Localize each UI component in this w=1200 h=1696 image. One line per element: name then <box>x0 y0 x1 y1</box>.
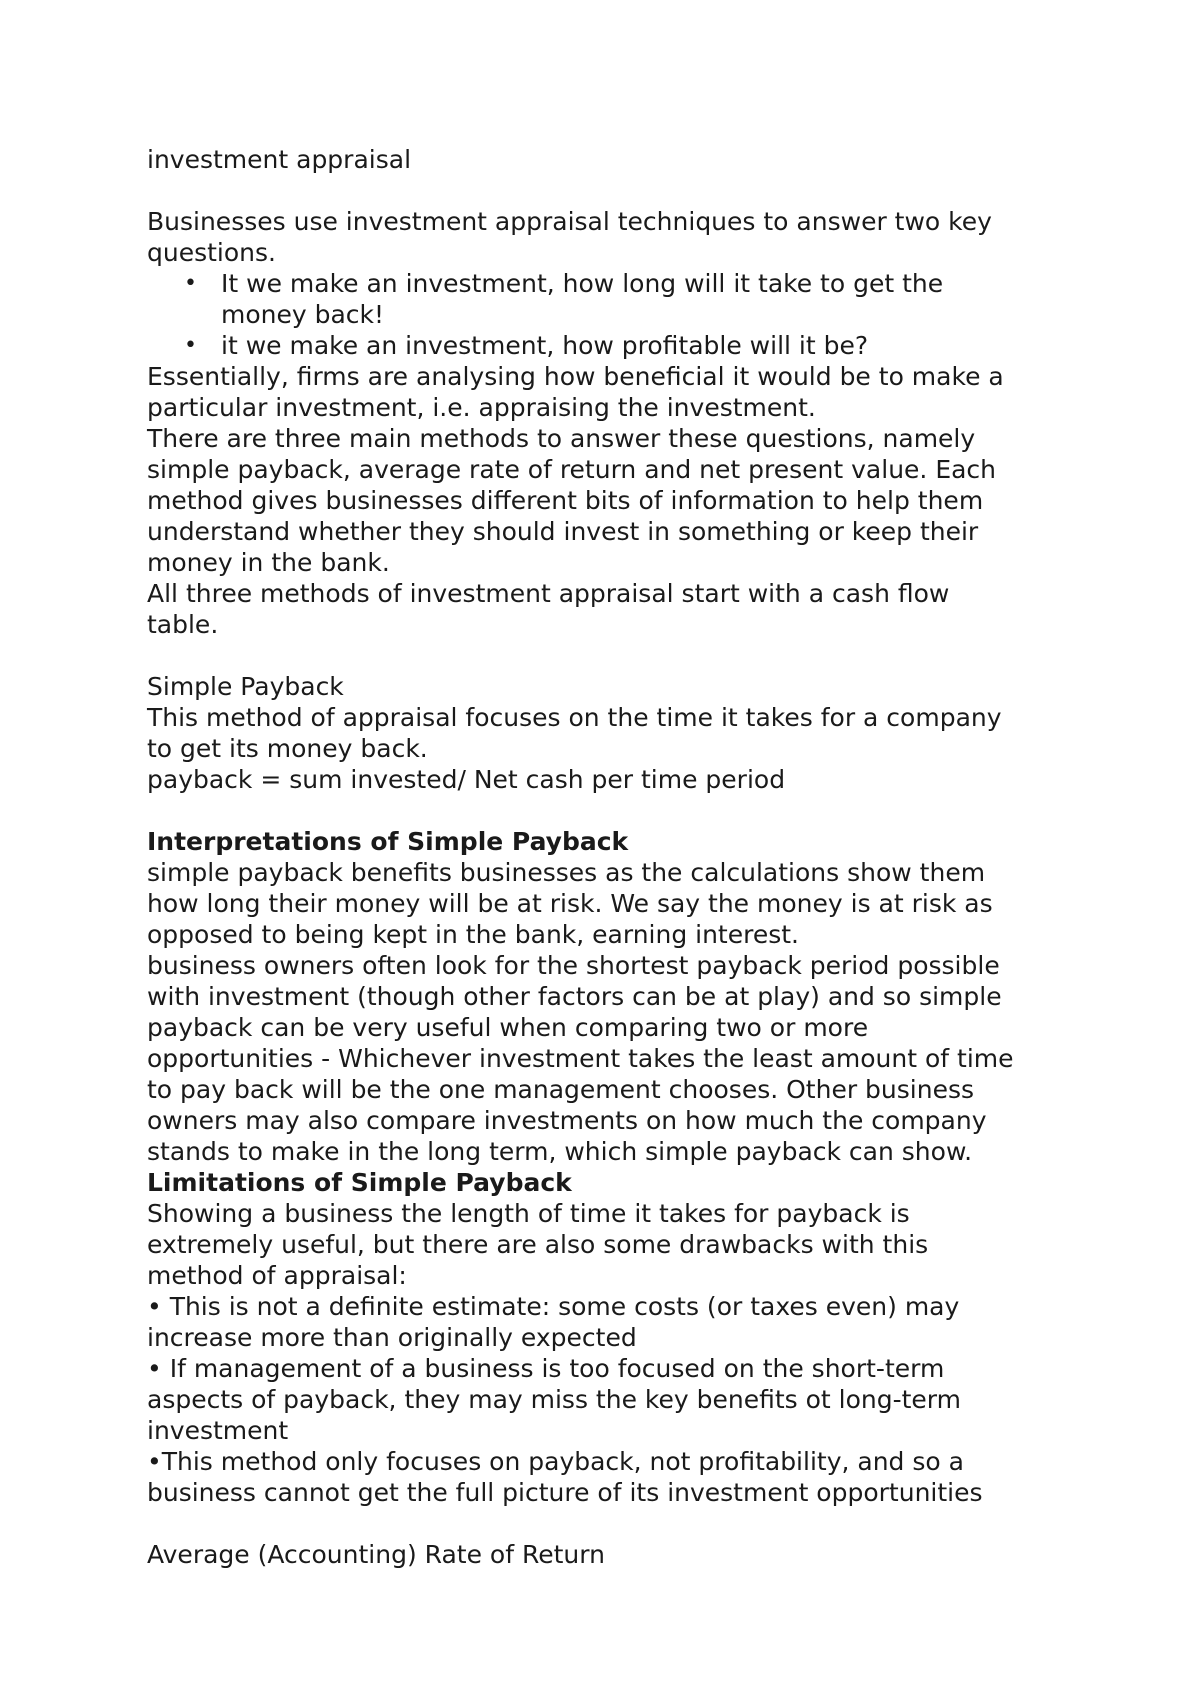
blank-line <box>147 640 1087 671</box>
list-item-text: It we make an investment, how long will it take to get the <box>221 269 944 298</box>
paragraph-line: There are three main methods to answer these questions, namely <box>147 424 976 453</box>
blank-line <box>147 795 1087 826</box>
arr-section <box>147 1539 1087 1570</box>
document-title: investment appraisal <box>147 145 412 174</box>
paragraph-line: how long their money will be at risk. We say the money is at risk as <box>147 889 993 918</box>
paragraph-line: aspects of payback, they may miss the key benefits ot long-term <box>147 1385 962 1414</box>
paragraph-line: to pay back will be the one management chooses. Other business <box>147 1075 975 1104</box>
paragraph-line: •This method only focuses on payback, not profitability, and so a <box>147 1447 964 1476</box>
paragraph-line: • This is not a definite estimate: some costs (or taxes even) may <box>147 1292 960 1321</box>
paragraph-line: understand whether they should invest in something or keep their <box>147 517 979 546</box>
paragraph-line: method of appraisal: <box>147 1261 407 1290</box>
paragraph-line: extremely useful, but there are also some drawbacks with this <box>147 1230 929 1259</box>
paragraph-line: All three methods of investment appraisal start with a cash flow <box>147 579 950 608</box>
blank-line <box>147 175 1087 206</box>
interpretations-section <box>147 826 1087 1167</box>
paragraph-line: method gives businesses different bits of information to help them <box>147 486 984 515</box>
paragraph-line: to get its money back. <box>147 734 428 763</box>
section-heading: Simple Payback <box>147 672 344 701</box>
limitations-section <box>147 1167 1087 1508</box>
paragraph-line: simple payback benefits businesses as the calculations show them <box>147 858 986 887</box>
intro-section <box>147 206 1087 640</box>
intro-line: Businesses use investment appraisal techniques to answer two key <box>147 207 992 236</box>
paragraph-line: Essentially, firms are analysing how beneficial it would be to make a <box>147 362 1004 391</box>
payback-formula: payback = sum invested/ Net cash per time period <box>147 765 786 794</box>
paragraph-line: simple payback, average rate of return and net present value. Each <box>147 455 997 484</box>
paragraph-line: business cannot get the full picture of its investment opportunities <box>147 1478 983 1507</box>
list-item <box>147 268 1087 330</box>
section-heading: Interpretations of Simple Payback <box>147 827 629 856</box>
paragraph-line: table. <box>147 610 219 639</box>
list-item <box>147 330 1087 361</box>
list-item-text: money back! <box>221 300 385 329</box>
key-questions-list <box>147 268 1087 361</box>
paragraph-line: opposed to being kept in the bank, earning interest. <box>147 920 800 949</box>
paragraph-line: particular investment, i.e. appraising the investment. <box>147 393 816 422</box>
paragraph-line: money in the bank. <box>147 548 390 577</box>
bullet-icon: • <box>184 271 197 296</box>
paragraph-line: • If management of a business is too focused on the short-term <box>147 1354 945 1383</box>
paragraph-line: owners may also compare investments on how much the company <box>147 1106 987 1135</box>
bullet-icon: • <box>184 333 197 358</box>
paragraph-line: stands to make in the long term, which simple payback can show. <box>147 1137 973 1166</box>
intro-line: questions. <box>147 238 276 267</box>
document-body <box>147 144 1087 1570</box>
simple-payback-section <box>147 671 1087 795</box>
paragraph-line: investment <box>147 1416 289 1445</box>
paragraph-line: increase more than originally expected <box>147 1323 637 1352</box>
paragraph-line: payback can be very useful when comparing two or more <box>147 1013 869 1042</box>
paragraph-line: This method of appraisal focuses on the time it takes for a company <box>147 703 1002 732</box>
section-heading: Average (Accounting) Rate of Return <box>147 1540 605 1569</box>
paragraph-line: Showing a business the length of time it takes for payback is <box>147 1199 910 1228</box>
paragraph-line: business owners often look for the shortest payback period possible <box>147 951 1000 980</box>
blank-line <box>147 1508 1087 1539</box>
paragraph-line: opportunities - Whichever investment takes the least amount of time <box>147 1044 1014 1073</box>
paragraph-line: with investment (though other factors can be at play) and so simple <box>147 982 1002 1011</box>
section-heading: Limitations of Simple Payback <box>147 1168 572 1197</box>
list-item-text: it we make an investment, how profitable will it be? <box>221 331 869 360</box>
